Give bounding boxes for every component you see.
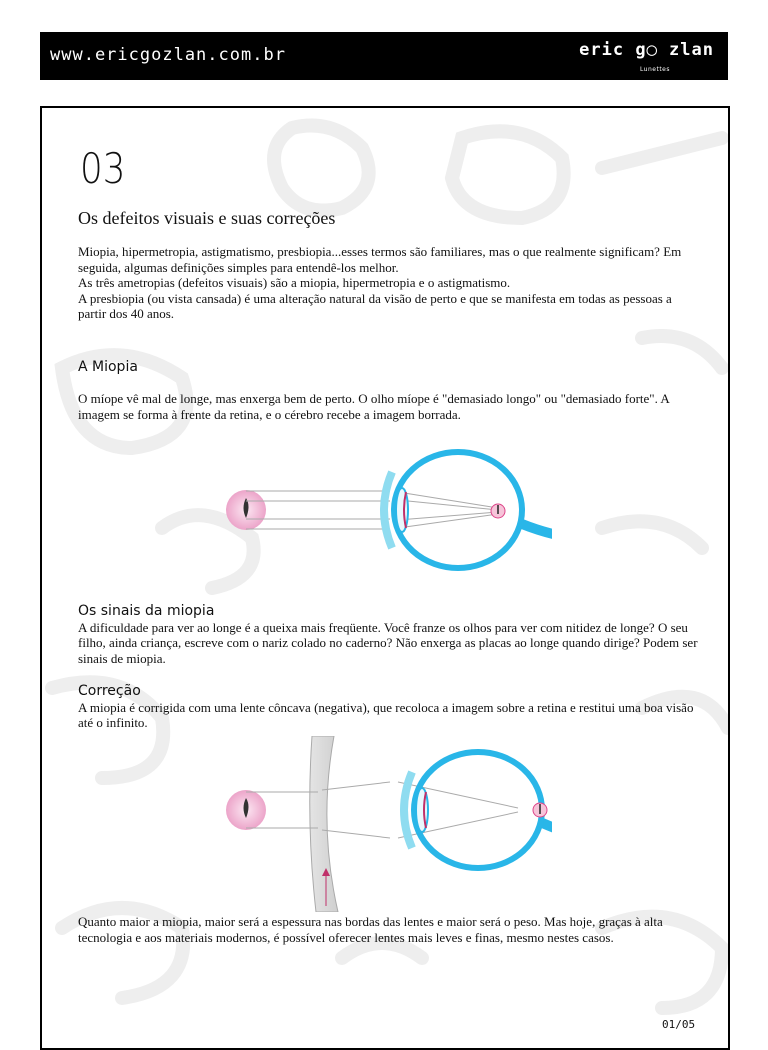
closing-text: Quanto maior a miopia, maior será a espessura nas bordas das lentes e maior será o peso. Mas hoje, graças à alta tecnologia e aos materiais modernos, é possível oferecer lentes mais leves e finas, mesmo nestes casos. (78, 914, 663, 945)
page-number: 03 (80, 144, 126, 193)
myopia-eye-diagram (222, 442, 552, 580)
intro-paragraph-1: Miopia, hipermetropia, astigmatismo, presbiopia...esses termos são familiares, mas o que realmente significam? Em seguida, algumas definições simples para entendê-los melhor. (78, 244, 682, 275)
header-bar (40, 32, 728, 80)
intro-paragraph-2: As três ametropias (defeitos visuais) são a miopia, hipermetropia e o astigmatismo. (78, 275, 511, 290)
miopia-section (78, 360, 700, 376)
document-page (40, 106, 730, 1050)
miopia-text: O míope vê mal de longe, mas enxerga bem de perto. O olho míope é "demasiado longo" ou "demasiado forte". A imagem se forma à frente da retina, e o cérebro recebe a imagem borrada. (78, 391, 670, 422)
miopia-heading: A Miopia (78, 359, 138, 375)
page-title: Os defeitos visuais e suas correções (78, 208, 336, 228)
intro-section (78, 244, 700, 322)
sinais-text: A dificuldade para ver ao longe é a queixa mais freqüente. Você franze os olhos para ver com nitidez de longe? O seu filho, ainda criança, escreve com o nariz colado no caderno? Não enxerga as placas ao longe quando dirige? Podem ser sinais de miopia. (78, 619, 698, 666)
miopia-text-block (78, 391, 700, 422)
cornea (404, 772, 412, 848)
closing-section (78, 914, 700, 945)
correction-eye-diagram (222, 736, 552, 912)
cornea (384, 472, 392, 548)
intro-paragraph-3: A presbiopia (ou vista cansada) é uma alteração natural da visão de perto e que se manifesta em todas as pessoas a partir dos 40 anos. (78, 290, 672, 321)
eyeball-outline (414, 752, 542, 868)
brand-tagline: Lunettes (639, 66, 670, 73)
correcao-text: A miopia é corrigida com uma lente côncava (negativa), que recoloca a imagem sobre a retina e restitui uma boa visão até o infinito. (78, 699, 694, 730)
correcao-heading: Correção (78, 683, 141, 699)
site-url[interactable]: www.ericgozlan.com.br (50, 45, 286, 65)
concave-lens (310, 736, 338, 912)
pager-number: 01/05 (662, 1018, 696, 1031)
correcao-section (78, 684, 700, 731)
optic-nerve (522, 524, 552, 536)
brand-logo: eric g◯ zlan (579, 40, 714, 60)
sinais-section (78, 604, 700, 666)
sinais-heading: Os sinais da miopia (78, 603, 215, 619)
